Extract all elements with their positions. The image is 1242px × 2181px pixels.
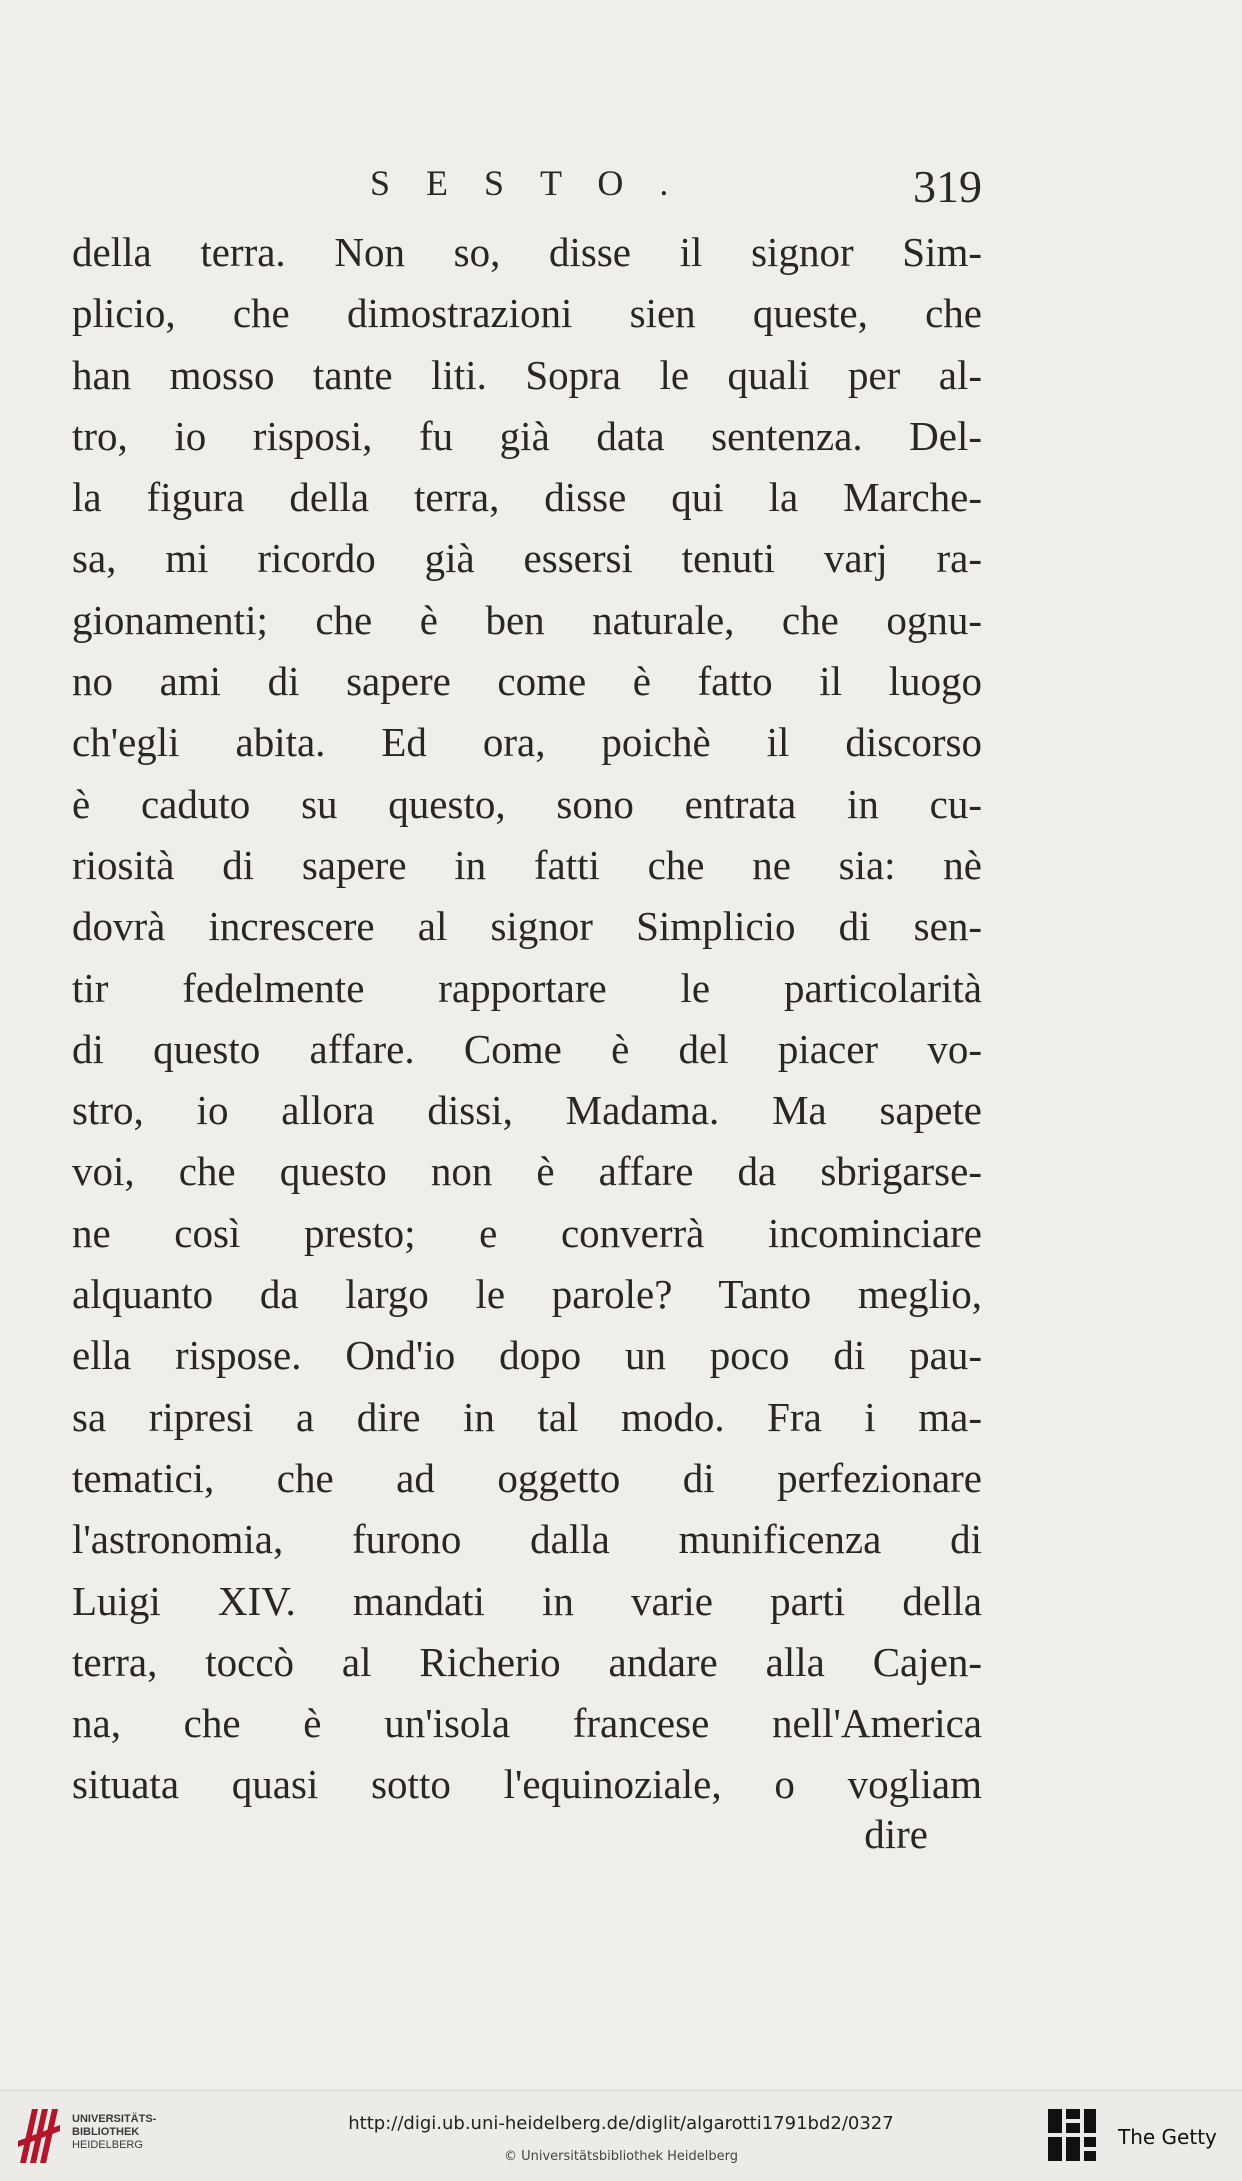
text-line: riosità di sapere in fatti che ne sia: nè bbox=[72, 841, 982, 888]
institution-line: HEIDELBERG bbox=[72, 2139, 143, 2151]
text-line: di questo affare. Come è del piacer vo- bbox=[72, 1025, 982, 1072]
text-line: situata quasi sotto l'equinoziale, o vogliam bbox=[72, 1761, 982, 1808]
text-line: tro, io risposi, fu già data sentenza. Del- bbox=[72, 412, 982, 459]
text-line: ne così presto; e converrà incominciare bbox=[72, 1209, 982, 1256]
text-line: gionamenti; che è ben naturale, che ognu- bbox=[72, 596, 982, 643]
footer-bar bbox=[0, 2090, 1242, 2181]
text-line: voi, che questo non è affare da sbrigarse- bbox=[72, 1148, 982, 1195]
text-line: stro, io allora dissi, Madama. Ma sapete bbox=[72, 1087, 982, 1134]
text-line: han mosso tante liti. Sopra le quali per al- bbox=[72, 351, 982, 398]
permalink-url[interactable]: http://digi.ub.uni-heidelberg.de/diglit/algarotti1791bd2/0327 bbox=[348, 2113, 894, 2134]
text-line: no ami di sapere come è fatto il luogo bbox=[72, 658, 982, 705]
body-text bbox=[72, 222, 982, 1816]
text-line: ella rispose. Ond'io dopo un poco di pau- bbox=[72, 1332, 982, 1379]
page-number: 319 bbox=[913, 161, 982, 212]
text-line: la figura della terra, disse qui la Marche- bbox=[72, 474, 982, 521]
text-line: tematici, che ad oggetto di perfezionare bbox=[72, 1454, 982, 1501]
text-line: sa, mi ricordo già essersi tenuti varj ra- bbox=[72, 535, 982, 582]
copyright-notice: © Universitätsbibliothek Heidelberg bbox=[503, 2149, 738, 2164]
institution-line: UNIVERSITÄTS- bbox=[72, 2113, 157, 2125]
text-line: dovrà increscere al signor Simplicio di sen- bbox=[72, 903, 982, 950]
text-line: Luigi XIV. mandati in varie parti della bbox=[72, 1577, 982, 1624]
text-line: sa ripresi a dire in tal modo. Fra i ma- bbox=[72, 1393, 982, 1440]
partner-name: The Getty bbox=[1118, 2125, 1217, 2149]
getty-logo-icon bbox=[1044, 2105, 1100, 2165]
running-head: SESTO. bbox=[370, 163, 705, 203]
catchword: dire bbox=[864, 1811, 928, 1857]
text-line: l'astronomia, furono dalla munificenza di bbox=[72, 1516, 982, 1563]
text-line: della terra. Non so, disse il signor Sim- bbox=[72, 229, 982, 275]
text-line: plicio, che dimostrazioni sien queste, che bbox=[72, 290, 982, 337]
text-line: terra, toccò al Richerio andare alla Cajen- bbox=[72, 1638, 982, 1685]
text-line: ch'egli abita. Ed ora, poichè il discorso bbox=[72, 719, 982, 766]
text-line: alquanto da largo le parole? Tanto meglio, bbox=[72, 1271, 982, 1318]
text-line: è caduto su questo, sono entrata in cu- bbox=[72, 780, 982, 827]
institution-line: BIBLIOTHEK bbox=[72, 2126, 140, 2138]
text-line: tir fedelmente rapportare le particolarità bbox=[72, 964, 982, 1011]
text-line: na, che è un'isola francese nell'America bbox=[72, 1700, 982, 1747]
